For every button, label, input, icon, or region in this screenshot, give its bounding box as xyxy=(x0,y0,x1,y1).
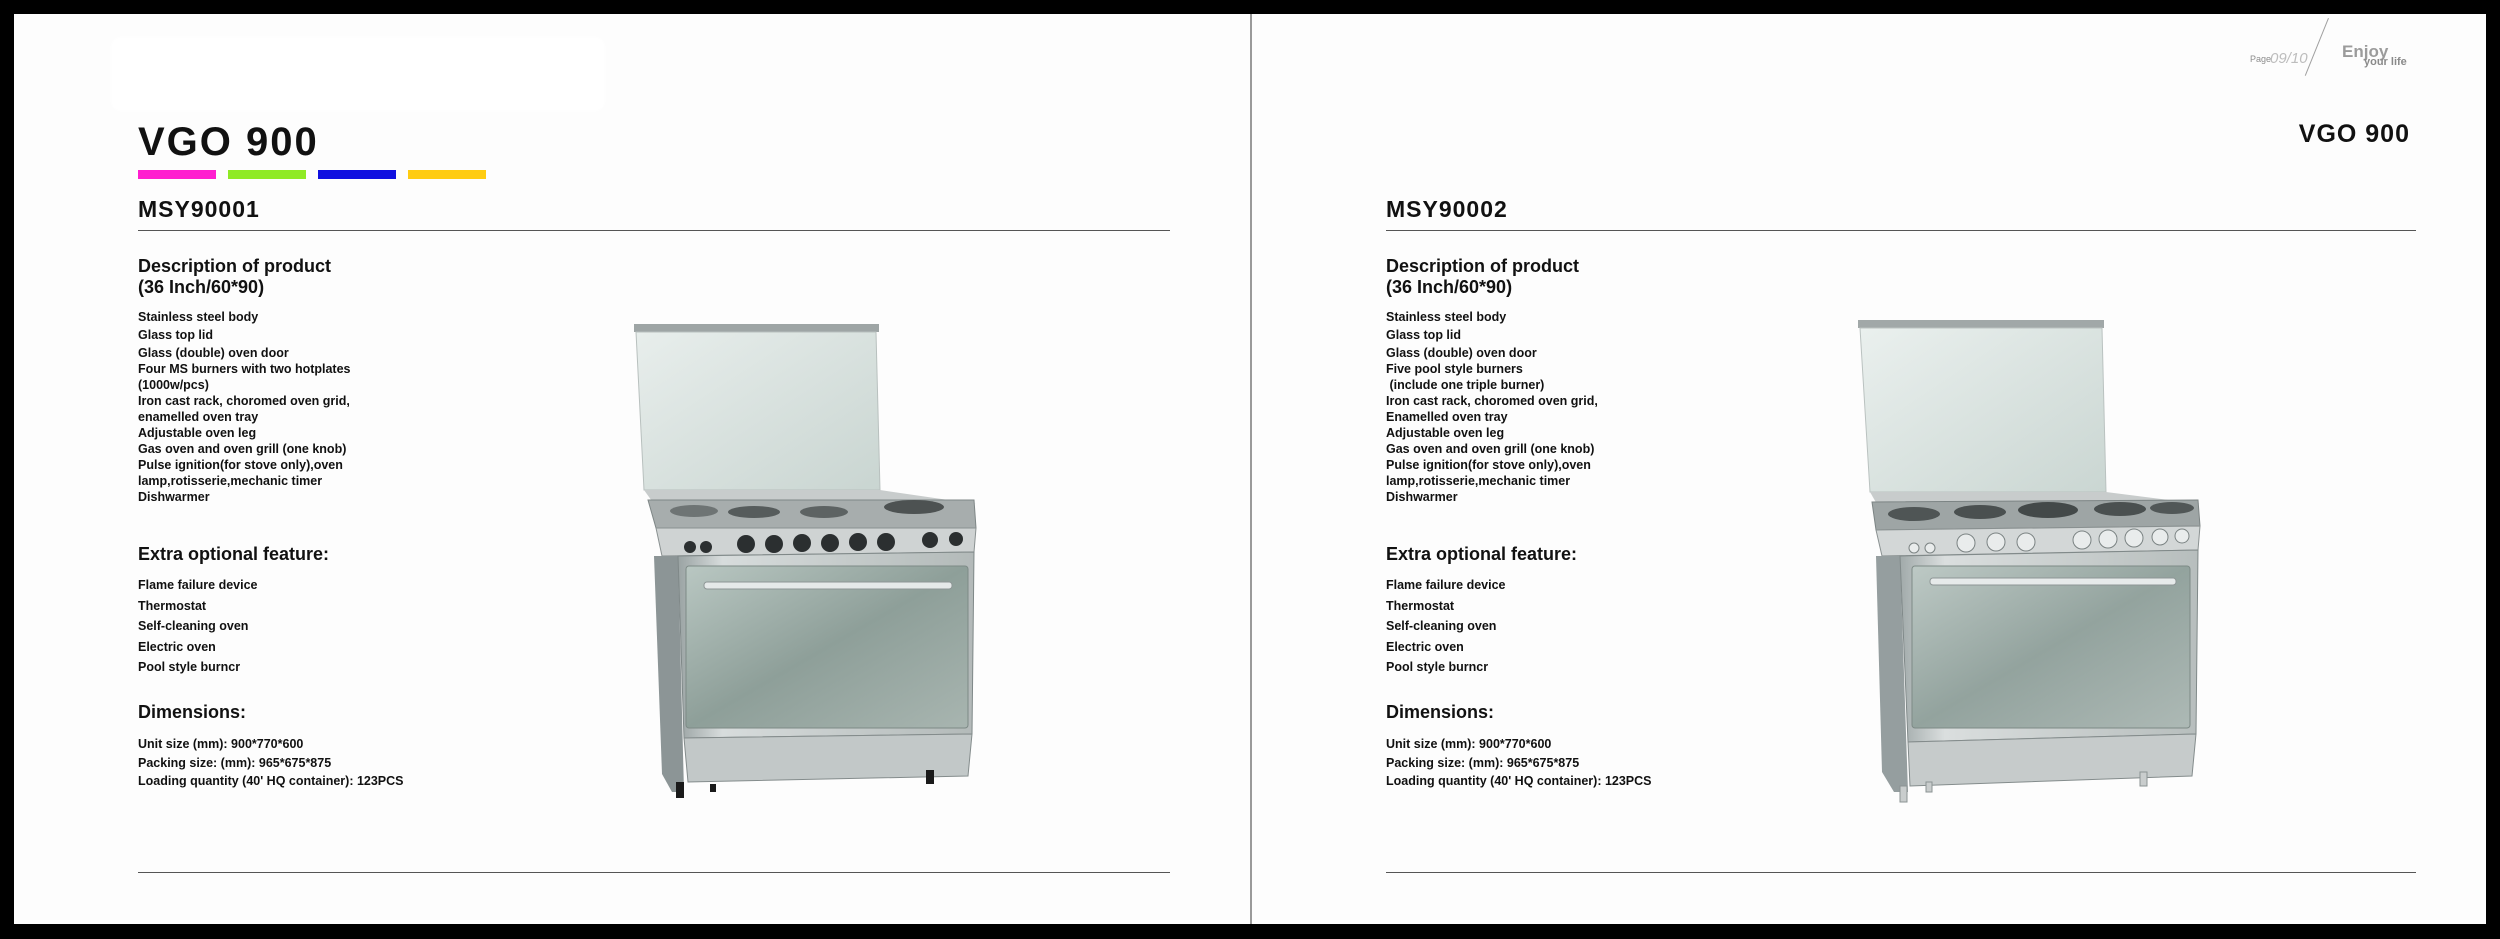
extra-item: Self-cleaning oven xyxy=(138,619,249,633)
feature-item: Adjustable oven leg xyxy=(1386,426,1505,440)
extra-item: Pool style burncr xyxy=(1386,660,1489,674)
description-heading: Description of product xyxy=(1386,256,1579,276)
top-divider xyxy=(138,230,1170,231)
storage-drawer xyxy=(1908,734,2196,786)
feature-item: Iron cast rack, choromed oven grid, xyxy=(138,394,350,408)
accent-bar-magenta xyxy=(138,170,216,179)
page-number: 09/10 xyxy=(2270,50,2308,67)
oven-door xyxy=(1912,566,2190,728)
model-number: MSY90001 xyxy=(138,196,260,222)
blurred-header-area xyxy=(112,38,604,110)
oven-handle xyxy=(704,582,952,589)
right-page xyxy=(1252,14,2486,924)
extra-item: Thermostat xyxy=(1386,598,1455,613)
feature-item: Gas oven and oven grill (one knob) xyxy=(1386,442,1595,456)
feature-item: Glass top lid xyxy=(1386,328,1462,342)
feature-item: Glass (double) oven door xyxy=(1386,346,1537,360)
dimension-item: Loading quantity (40' HQ container): 123PCS xyxy=(138,774,404,788)
description-heading: Description of product xyxy=(138,256,331,276)
feature-item: Stainless steel body xyxy=(138,310,259,324)
extras-section xyxy=(1386,544,1577,678)
dimensions-section xyxy=(1386,702,1652,791)
extra-item: Thermostat xyxy=(138,598,207,613)
dimensions-section xyxy=(138,702,404,791)
feature-item: Four MS burners with two hotplates xyxy=(138,362,351,376)
feature-item: lamp,rotisserie,mechanic timer xyxy=(138,474,323,488)
extras-section xyxy=(138,544,329,678)
feature-item: Pulse ignition(for stove only),oven xyxy=(138,458,343,472)
tagline-your-life: your life xyxy=(2364,56,2407,68)
oven-door xyxy=(686,566,968,728)
feature-item: (include one triple burner) xyxy=(1386,378,1545,392)
glass-lid xyxy=(636,332,880,490)
glass-lid xyxy=(1860,328,2106,492)
feature-item: Glass (double) oven door xyxy=(138,346,289,360)
feature-item: Glass top lid xyxy=(138,328,214,342)
feature-item: Adjustable oven leg xyxy=(138,426,257,440)
extra-item: Flame failure device xyxy=(1386,578,1506,592)
lid-rail xyxy=(1858,320,2104,328)
oven-handle xyxy=(1930,578,2176,585)
extra-item: Electric oven xyxy=(1386,639,1464,654)
extras-heading: Extra optional feature: xyxy=(1386,544,1578,564)
feature-item: enamelled oven tray xyxy=(138,410,259,424)
gas-cooker-image xyxy=(1852,304,2222,814)
brand-title: VGO 900 xyxy=(2298,120,2410,148)
accent-bar-green xyxy=(228,170,306,179)
feature-item: Gas oven and oven grill (one knob) xyxy=(138,442,347,456)
brand-title: VGO 900 xyxy=(138,120,319,164)
model-number: MSY90002 xyxy=(1386,196,1508,222)
accent-bar-blue xyxy=(318,170,396,179)
feature-item: (1000w/pcs) xyxy=(138,378,209,392)
dimensions-heading: Dimensions: xyxy=(1386,702,1495,722)
bottom-divider xyxy=(1386,872,2416,873)
feature-item: Stainless steel body xyxy=(1386,310,1507,324)
left-page xyxy=(14,14,1250,924)
feature-item: Iron cast rack, choromed oven grid, xyxy=(1386,394,1598,408)
accent-bar-yellow xyxy=(408,170,486,179)
extra-item: Flame failure device xyxy=(138,578,258,592)
page-label: Page xyxy=(2250,54,2272,64)
description-subheading: (36 Inch/60*90) xyxy=(138,277,265,297)
feature-item: lamp,rotisserie,mechanic timer xyxy=(1386,474,1571,488)
feature-item: Pulse ignition(for stove only),oven xyxy=(1386,458,1591,472)
bottom-divider xyxy=(138,872,1170,873)
extras-heading: Extra optional feature: xyxy=(138,544,330,564)
gas-cooker-image xyxy=(614,304,984,814)
dimensions-heading: Dimensions: xyxy=(138,702,247,722)
dimension-item: Packing size: (mm): 965*675*875 xyxy=(1386,755,1580,770)
dimension-item: Unit size (mm): 900*770*600 xyxy=(1386,737,1552,751)
lid-rail xyxy=(634,324,879,332)
dimension-item: Unit size (mm): 900*770*600 xyxy=(138,737,304,751)
header-slash xyxy=(2305,18,2329,76)
description-section xyxy=(1386,256,1598,505)
catalog-spread xyxy=(14,14,2486,924)
description-subheading: (36 Inch/60*90) xyxy=(1386,277,1513,297)
feature-item: Dishwarmer xyxy=(1386,490,1458,504)
feature-item: Five pool style burners xyxy=(1386,362,1523,376)
description-section xyxy=(138,256,351,505)
extra-item: Pool style burncr xyxy=(138,660,241,674)
dimension-item: Packing size: (mm): 965*675*875 xyxy=(138,755,332,770)
dimension-item: Loading quantity (40' HQ container): 123PCS xyxy=(1386,774,1652,788)
extra-item: Self-cleaning oven xyxy=(1386,619,1497,633)
tagline-enjoy: Enjoy xyxy=(2342,42,2389,61)
top-divider xyxy=(1386,230,2416,231)
feature-item: Enamelled oven tray xyxy=(1386,410,1508,424)
feature-item: Dishwarmer xyxy=(138,490,210,504)
extra-item: Electric oven xyxy=(138,639,216,654)
